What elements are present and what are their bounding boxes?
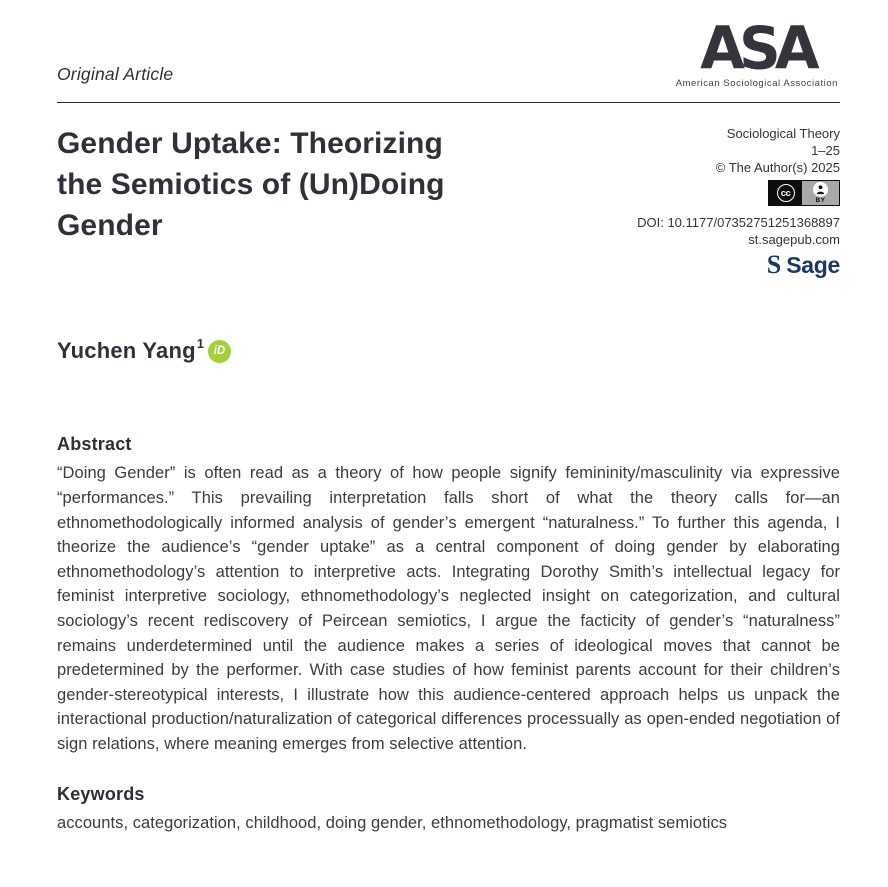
abstract-section bbox=[57, 434, 840, 756]
header-divider bbox=[57, 102, 840, 103]
abstract-heading: Abstract bbox=[57, 434, 132, 455]
doi[interactable]: DOI: 10.1177/07352751251368897 bbox=[637, 215, 840, 231]
article-title bbox=[57, 123, 597, 276]
asa-logo bbox=[675, 13, 838, 90]
title-meta-row bbox=[57, 123, 840, 280]
abstract-text: “Doing Gender” is often read as a theory of how people signify femininity/masculinity via expressive “performances.” This prevailing interpretation falls short of what the theory calls for—an ethnomethodologically informed analysis of gender’s emergent “naturalness.” To further this agenda, I theorize the audience’s “gender uptake” as a central component of doing gender by elaborating ethnomethodology’s attention to interpretive acts. Integrating Dorothy Smith’s intellectual legacy for feminist interpretive sociology, ethnomethodology’s neglected insight on categorization, and cultural sociology’s recent rediscovery of Peircean semiotics, I argue the facticity of gender’s “naturalness” remains underdetermined until the audience makes a series of ideological moves that cannot be predetermined by the performer. With case studies of how feminist parents account for their children’s gender-stereotypical interests, I illustrate how this audience-centered approach helps us unpack the interactional production/naturalization of categorical differences processually as open-ended negotiation of sign relations, where meaning emerges from selective attention. bbox=[57, 464, 840, 753]
keywords-heading: Keywords bbox=[57, 784, 145, 805]
keywords-text: accounts, categorization, childhood, doing gender, ethnomethodology, pragmatist semiotics bbox=[57, 814, 728, 833]
orcid-icon[interactable]: iD bbox=[208, 340, 231, 363]
sage-publisher-logo bbox=[637, 250, 840, 280]
journal-name: Sociological Theory bbox=[726, 126, 840, 142]
article-title-line: Gender Uptake: Theorizing bbox=[57, 127, 443, 161]
article-type-label: Original Article bbox=[57, 64, 174, 85]
copyright-notice: © The Author(s) 2025 bbox=[715, 160, 840, 176]
article-title-line: the Semiotics of (Un)Doing bbox=[57, 168, 445, 202]
cc-by-license-badge[interactable] bbox=[768, 180, 840, 206]
cc-by-attribution-icon: BY bbox=[802, 181, 839, 205]
journal-website-link[interactable]: st.sagepub.com bbox=[748, 232, 840, 248]
article-title-line: Gender bbox=[57, 209, 163, 243]
author-name: Yuchen Yang bbox=[57, 338, 196, 364]
author-byline: Yuchen Yang 1 iD bbox=[57, 338, 840, 364]
cc-icon: cc bbox=[769, 181, 802, 205]
page-header bbox=[57, 13, 840, 90]
sage-wordmark: Sage bbox=[786, 252, 840, 279]
journal-meta bbox=[637, 125, 840, 280]
keywords-section bbox=[57, 784, 840, 836]
asa-logo-letters: ASA bbox=[700, 13, 814, 83]
license-row bbox=[637, 176, 840, 211]
asa-logo-caption: American Sociological Association bbox=[675, 78, 838, 90]
sage-s-glyph: S bbox=[766, 250, 782, 280]
page-range: 1–25 bbox=[811, 143, 840, 159]
person-icon bbox=[813, 182, 828, 197]
